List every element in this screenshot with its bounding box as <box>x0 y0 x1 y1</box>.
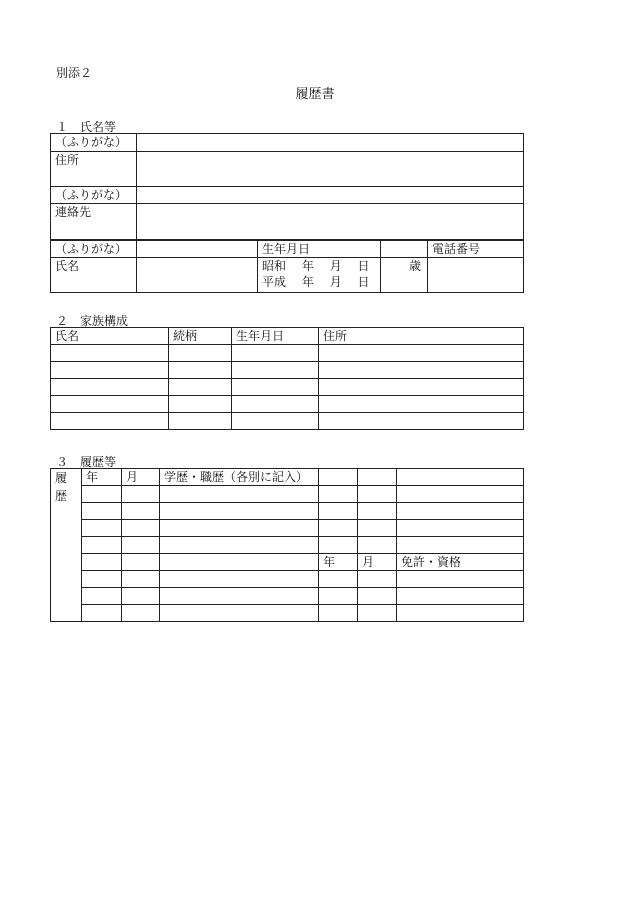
history-cell[interactable] <box>122 503 160 520</box>
history-cell[interactable] <box>319 469 358 486</box>
history-col-year: 年 <box>82 469 122 486</box>
license-cell[interactable] <box>358 571 397 588</box>
history-cell[interactable] <box>122 537 160 554</box>
history-cell[interactable] <box>82 486 122 503</box>
section1-heading: １ 氏名等 <box>56 120 117 134</box>
phone-field[interactable] <box>428 258 524 293</box>
era-showa: 昭和 <box>262 259 287 273</box>
license-cell[interactable] <box>358 588 397 605</box>
family-cell[interactable] <box>232 345 319 362</box>
history-cell[interactable] <box>160 554 319 571</box>
history-col-career: 学歴・職歴（各別に記入） <box>160 469 319 486</box>
family-cell[interactable] <box>232 413 319 430</box>
license-cell[interactable] <box>397 588 524 605</box>
history-cell[interactable] <box>82 605 122 622</box>
table-row <box>51 588 524 605</box>
license-cell[interactable] <box>319 605 358 622</box>
address-furigana-label: （ふりがな） <box>51 134 137 152</box>
contact-furigana-field[interactable] <box>137 187 524 204</box>
history-col-month: 月 <box>122 469 160 486</box>
day-unit: 日 <box>357 275 370 289</box>
history-cell[interactable] <box>358 520 397 537</box>
family-cell[interactable] <box>169 345 232 362</box>
birthdate-label: 生年月日 <box>258 241 381 258</box>
family-cell[interactable] <box>169 413 232 430</box>
rireki-char-1: 履 <box>55 471 68 485</box>
history-cell[interactable] <box>358 486 397 503</box>
history-cell[interactable] <box>160 605 319 622</box>
family-cell[interactable] <box>232 362 319 379</box>
page-title: 履歴書 <box>295 87 335 102</box>
license-cell[interactable] <box>319 571 358 588</box>
family-col-address: 住所 <box>319 328 524 345</box>
history-cell[interactable] <box>122 588 160 605</box>
family-cell[interactable] <box>319 396 524 413</box>
age-field[interactable] <box>381 258 428 293</box>
history-cell[interactable] <box>82 588 122 605</box>
table-row <box>51 379 524 396</box>
month-unit: 月 <box>329 259 342 273</box>
contact-label: 連絡先 <box>51 204 137 240</box>
name-field[interactable] <box>137 258 258 293</box>
history-cell[interactable] <box>82 571 122 588</box>
history-cell[interactable] <box>397 486 524 503</box>
history-cell[interactable] <box>319 520 358 537</box>
table-row <box>51 396 524 413</box>
table-row <box>51 537 524 554</box>
personal-info-table-name <box>50 240 524 293</box>
family-table <box>50 327 524 430</box>
history-cell[interactable] <box>160 486 319 503</box>
section3-heading: ３ 履歴等 <box>56 455 117 469</box>
section2-heading: ２ 家族構成 <box>56 314 129 328</box>
license-col-year: 年 <box>319 554 358 571</box>
family-cell[interactable] <box>169 362 232 379</box>
history-cell[interactable] <box>82 537 122 554</box>
history-cell[interactable] <box>122 486 160 503</box>
family-cell[interactable] <box>51 413 169 430</box>
address-field[interactable] <box>137 152 524 187</box>
personal-info-table-top <box>50 133 524 240</box>
history-cell[interactable] <box>122 554 160 571</box>
history-cell[interactable] <box>160 503 319 520</box>
history-cell[interactable] <box>122 571 160 588</box>
family-cell[interactable] <box>169 379 232 396</box>
rireki-char-2: 歴 <box>55 489 68 503</box>
family-cell[interactable] <box>319 379 524 396</box>
family-cell[interactable] <box>51 362 169 379</box>
family-cell[interactable] <box>51 396 169 413</box>
table-row <box>51 554 524 571</box>
table-row <box>51 605 524 622</box>
family-cell[interactable] <box>51 379 169 396</box>
name-furigana-label: （ふりがな） <box>51 241 137 258</box>
table-row <box>51 520 524 537</box>
table-row <box>51 345 524 362</box>
contact-furigana-label: （ふりがな） <box>51 187 137 204</box>
age-unit: 歳 <box>408 259 421 273</box>
license-cell[interactable] <box>319 588 358 605</box>
family-cell[interactable] <box>319 345 524 362</box>
history-table <box>50 468 524 622</box>
history-cell[interactable] <box>319 486 358 503</box>
table-row <box>51 503 524 520</box>
rireki-label-cell <box>51 469 82 622</box>
history-cell[interactable] <box>122 520 160 537</box>
day-unit: 日 <box>357 259 370 273</box>
phone-label: 電話番号 <box>428 241 524 258</box>
history-cell[interactable] <box>397 469 524 486</box>
table-row <box>51 362 524 379</box>
birthdate-showa-row <box>262 258 380 274</box>
birthdate-field[interactable] <box>258 258 381 293</box>
family-cell[interactable] <box>232 379 319 396</box>
history-cell[interactable] <box>160 537 319 554</box>
history-cell[interactable] <box>358 537 397 554</box>
history-cell[interactable] <box>160 588 319 605</box>
year-unit: 年 <box>301 259 314 273</box>
name-furigana-field[interactable] <box>137 241 258 258</box>
month-unit: 月 <box>329 275 342 289</box>
birthdate-heisei-row <box>262 274 380 290</box>
history-cell[interactable] <box>122 605 160 622</box>
address-label: 住所 <box>51 152 137 187</box>
year-unit: 年 <box>301 275 314 289</box>
table-row <box>51 571 524 588</box>
license-cell[interactable] <box>397 605 524 622</box>
family-col-birthdate: 生年月日 <box>232 328 319 345</box>
family-col-name: 氏名 <box>51 328 169 345</box>
history-cell[interactable] <box>160 520 319 537</box>
table-row <box>51 413 524 430</box>
history-cell[interactable] <box>358 469 397 486</box>
address-furigana-field[interactable] <box>137 134 524 152</box>
history-cell[interactable] <box>319 537 358 554</box>
license-col-header: 免許・資格 <box>397 554 524 571</box>
family-cell[interactable] <box>169 396 232 413</box>
history-cell[interactable] <box>397 537 524 554</box>
family-cell[interactable] <box>232 396 319 413</box>
family-cell[interactable] <box>319 413 524 430</box>
history-cell[interactable] <box>82 554 122 571</box>
family-cell[interactable] <box>51 345 169 362</box>
family-cell[interactable] <box>319 362 524 379</box>
history-cell[interactable] <box>160 571 319 588</box>
license-cell[interactable] <box>358 605 397 622</box>
name-label: 氏名 <box>51 258 137 293</box>
attachment-label: 別添２ <box>56 66 93 80</box>
history-cell[interactable] <box>319 503 358 520</box>
history-cell[interactable] <box>397 503 524 520</box>
history-cell[interactable] <box>397 520 524 537</box>
license-col-month: 月 <box>358 554 397 571</box>
contact-field[interactable] <box>137 204 524 240</box>
age-header-cell <box>381 241 428 258</box>
history-cell[interactable] <box>82 520 122 537</box>
history-cell[interactable] <box>358 503 397 520</box>
history-cell[interactable] <box>82 503 122 520</box>
license-cell[interactable] <box>397 571 524 588</box>
era-heisei: 平成 <box>262 275 287 289</box>
table-row <box>51 486 524 503</box>
family-col-relation: 続柄 <box>169 328 232 345</box>
